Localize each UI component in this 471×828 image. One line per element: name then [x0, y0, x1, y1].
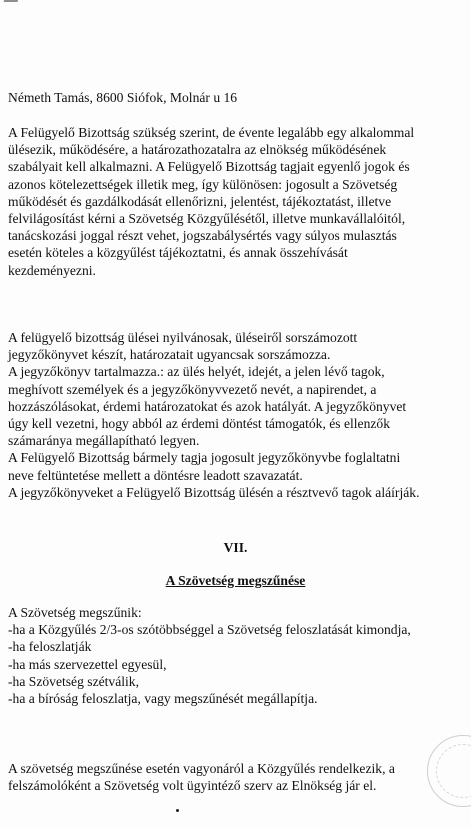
p2-line: A jegyzőkönyveket a Felügyelő Bizottság ülésén a résztvevő tagok aláírják.: [8, 484, 420, 500]
p2-line: neve feltüntetése mellett a döntésre leadott szavazatát.: [8, 467, 303, 483]
p1-line: szabályait kell alkalmazni. A Felügyelő Bizottság tagjait egyenlő jogok és: [8, 159, 410, 175]
address-text: Németh Tamás, 8600 Siófok, Molnár u 16: [8, 90, 238, 105]
dissolution-list: [8, 604, 463, 707]
address-line: [8, 89, 463, 106]
stamp-inner-ring: [436, 744, 471, 798]
list-item: -ha a Közgyűlés 2/3-os szótöbbséggel a Szövetség feloszlatását kimondja,: [8, 622, 411, 638]
p2-line: A felügyelő bizottság ülései nyilvánosak, üléseiről sorszámozott: [8, 330, 358, 345]
minutes-paragraph: [8, 329, 463, 501]
list-item: A Szövetség megszűnik:: [8, 605, 142, 620]
p1-line: azonos kötelezettségek illetik meg, így különösen: jogosult a Szövetség: [8, 176, 398, 192]
p1-line: ülésezik, működésére, a határozathozatalra az elnökség működésének: [8, 142, 387, 158]
p1-line: A Felügyelő Bizottság szükség szerint, de évente legalább egy alkalommal: [8, 125, 415, 140]
p1-line: tanácskozási joggal részt vehet, jogszabálysértés vagy súlyos mulasztás: [8, 228, 397, 244]
final-line: felszámolóként a Szövetség volt ügyintéző szerv az Elnökség jár el.: [8, 778, 377, 794]
p2-line: meghívott személyek és a jegyzőkönyvvezető nevét, a napirendet, a: [8, 381, 377, 397]
final-line: A szövetség megszűnése esetén vagyonáról a Közgyűlés rendelkezik, a: [8, 761, 395, 776]
p1-line: esetén köteles a közgyűlést tájékoztatni, és annak összehívását: [8, 245, 348, 261]
p1-line: működését és gazdálkodását ellenőrizni, jelentést, tájékoztatást, illetve: [8, 193, 392, 209]
p2-line: A Felügyelő Bizottság bármely tagja jogosult jegyzőkönyvbe foglaltatni: [8, 450, 401, 466]
list-item: -ha más szervezettel egyesül,: [8, 656, 167, 672]
p2-line: hozzászólásokat, érdemi határozatokat és azok hatályát. A jegyzőkönyvet: [8, 398, 407, 414]
p2-line: A jegyzőkönyv tartalmazza.: az ülés helyét, idejét, a jelen lévő tagok,: [8, 364, 385, 380]
corner-scan-mark: [0, 0, 18, 12]
stamp-seal: [427, 735, 471, 807]
p1-line: kezdeményezni.: [8, 262, 96, 278]
ink-dot: [176, 809, 179, 812]
list-item: -ha a bíróság feloszlatja, vagy megszűnését megállapítja.: [8, 691, 318, 707]
list-item: -ha Szövetség szétválik,: [8, 673, 139, 689]
p1-line: felvilágosítást kérni a Szövetség Közgyűlésétől, illetve munkavállalóitól,: [8, 211, 406, 227]
p2-line: jegyzőkönyvet készít, határozatait ugyancsak sorszámozza.: [8, 347, 331, 363]
section-title: A Szövetség megszűnése: [165, 573, 306, 588]
p2-line: úgy kell vezetni, hogy abból az érdemi döntést támogatók, és ellenzők: [8, 416, 391, 432]
supervisory-board-paragraph: [8, 124, 463, 279]
list-item: -ha feloszlatják: [8, 639, 92, 655]
p2-line: számaránya megállapítható legyen.: [8, 433, 200, 449]
final-paragraph: [8, 760, 463, 794]
section-number: VII.: [223, 540, 248, 555]
